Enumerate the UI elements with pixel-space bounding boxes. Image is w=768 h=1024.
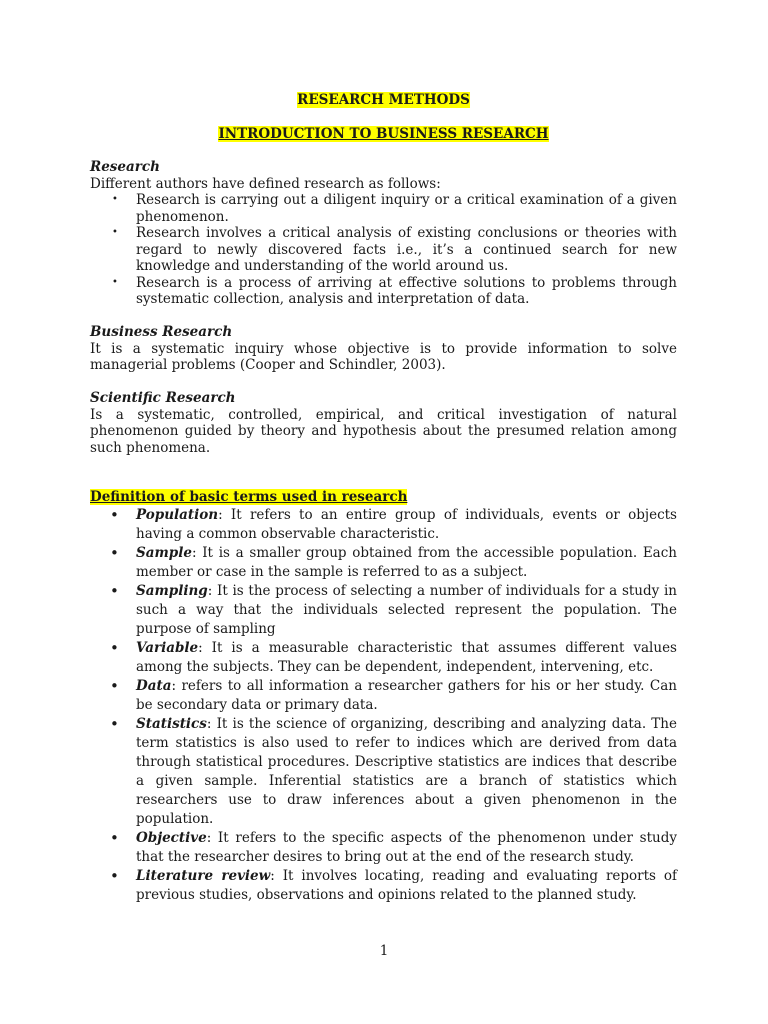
business-research-heading: Business Research	[90, 324, 233, 340]
research-bullet-list	[90, 192, 677, 308]
document-page	[90, 92, 677, 905]
definition-item	[90, 715, 677, 829]
definition-item	[90, 582, 677, 639]
bullet-icon: •	[110, 676, 119, 695]
definition-term: Population	[136, 506, 219, 523]
definition-text: : refers to all information a researcher gathers for his or her study. Can be secondary data or primary data.	[136, 677, 677, 713]
definition-text: : It is a smaller group obtained from the accessible population. Each member or case in the sample is referred to as a subject.	[136, 544, 677, 580]
definition-text: : It involves locating, reading and evaluating reports of previous studies, observations and opinions related to the planned study.	[136, 867, 677, 903]
definition-item	[90, 829, 677, 867]
research-intro: Different authors have defined research as follows:	[90, 175, 441, 192]
bullet-icon: •	[112, 276, 118, 288]
definition-text: : It is the process of selecting a number of individuals for a study in such a way that the individuals selected represent the population. The purpose of sampling	[136, 582, 677, 637]
scientific-research-heading: Scientific Research	[90, 390, 236, 406]
definition-text: : It refers to an entire group of individuals, events or objects having a common observable characteristic.	[136, 506, 677, 542]
list-item: • Research is a process of arriving at effective solutions to problems through systematic collection, analysis and interpretation of data.	[112, 274, 677, 307]
definition-item	[90, 506, 677, 544]
definition-item	[90, 639, 677, 677]
business-research-text: It is a systematic inquiry whose objective is to provide information to solve managerial problems (Cooper and Schindler, 2003).	[90, 340, 677, 373]
definition-term: Statistics	[136, 715, 207, 732]
definition-term: Objective	[136, 829, 207, 846]
document-title: RESEARCH METHODS	[297, 92, 470, 108]
definitions-heading: Definition of basic terms used in research	[90, 489, 408, 505]
bullet-icon: •	[110, 581, 119, 600]
definition-term: Data	[136, 677, 172, 694]
bullet-icon: •	[110, 505, 119, 524]
definition-text: : It is a measurable characteristic that assumes different values among the subjects. They can be dependent, independent, intervening, etc.	[136, 639, 677, 675]
bullet-icon: •	[110, 543, 119, 562]
definition-item	[90, 867, 677, 905]
definition-term: Literature review	[136, 867, 271, 884]
page-number: 1	[379, 943, 389, 959]
definitions-list	[90, 506, 677, 905]
definition-text: : It is the science of organizing, describing and analyzing data. The term statistics is also used to refer to indices which are derived from data through statistical procedures. Descriptive statistics are indices that describe a given sample. Inferential statistics are a branch of statistics which researchers use to draw inferences about a given phenomenon in the population.	[136, 715, 677, 827]
definition-term: Variable	[136, 639, 199, 656]
bullet-icon: •	[110, 866, 119, 885]
definition-item	[90, 677, 677, 715]
list-item: • Research involves a critical analysis of existing conclusions or theories with regard to newly discovered facts i.e., it’s a continued search for new knowledge and understanding of the world around us.	[112, 225, 677, 274]
definition-term: Sample	[136, 544, 192, 561]
bullet-icon: •	[110, 828, 119, 847]
bullet-icon: •	[110, 638, 119, 657]
list-item: • Research is carrying out a diligent inquiry or a critical examination of a given phenomenon.	[112, 192, 677, 225]
definition-term: Sampling	[136, 582, 208, 599]
definition-text: : It refers to the specific aspects of the phenomenon under study that the researcher desires to bring out at the end of the research study.	[136, 829, 677, 865]
bullet-icon: •	[110, 714, 119, 733]
definition-item	[90, 544, 677, 582]
research-heading: Research	[90, 159, 160, 175]
scientific-research-text: Is a systematic, controlled, empirical, and critical investigation of natural phenomenon guided by theory and hypothesis about the presumed relation among such phenomena.	[90, 406, 677, 456]
bullet-icon: •	[112, 227, 118, 238]
document-subtitle: INTRODUCTION TO BUSINESS RESEARCH	[218, 125, 549, 142]
bullet-icon: •	[112, 194, 118, 205]
